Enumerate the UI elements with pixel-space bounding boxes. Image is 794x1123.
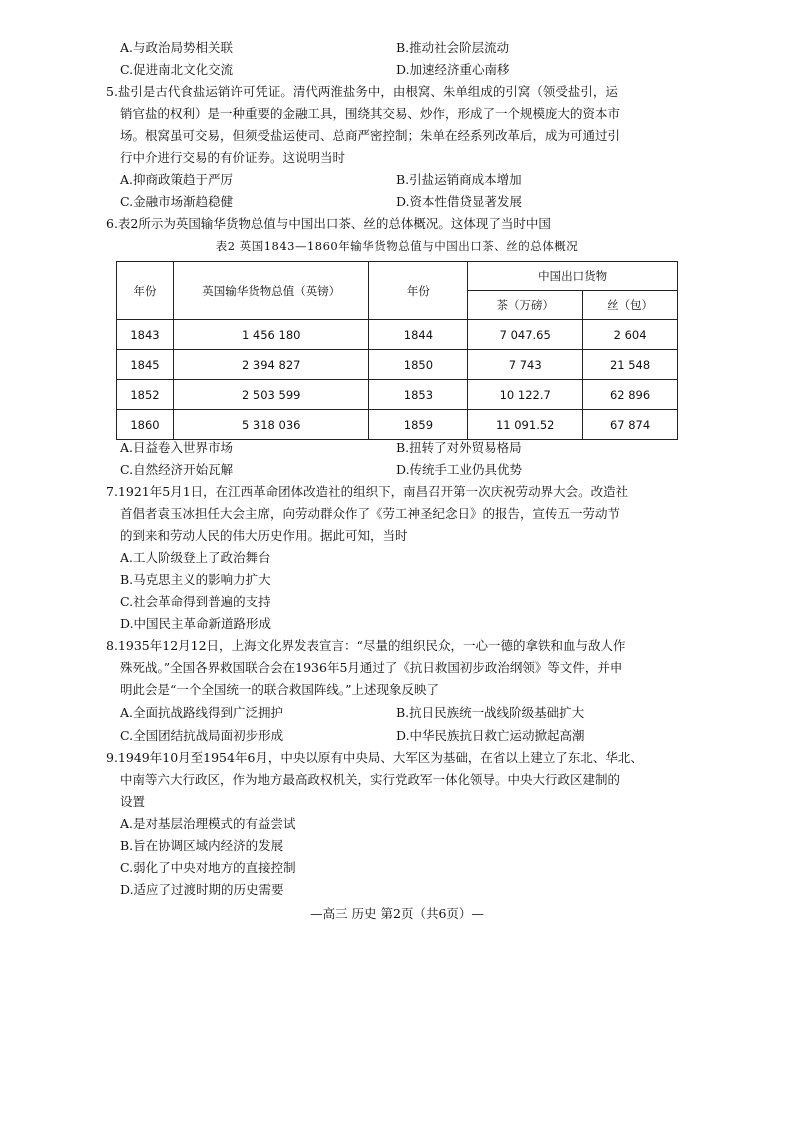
q8-stem-line-2: 殊死战。”全国各界救国联合会在1936年5月通过了《抗日救国初步政治纲领》等文件，并申 bbox=[120, 660, 623, 675]
q8-option-d[interactable]: D.中华民族抗日救亡运动掀起高潮 bbox=[396, 728, 585, 743]
q4-option-c[interactable]: C.促进南北文化交流 bbox=[120, 62, 234, 77]
q8-stem-line-3: 明此会是“一个全国统一的联合救国阵线。”上述现象反映了 bbox=[120, 682, 440, 697]
q6-option-c[interactable]: C.自然经济开始瓦解 bbox=[120, 462, 234, 477]
header-year-2: 年份 bbox=[369, 262, 468, 320]
q5-option-c[interactable]: C.金融市场渐趋稳健 bbox=[120, 194, 234, 209]
q6-option-d[interactable]: D.传统手工业仍具优势 bbox=[396, 462, 523, 477]
q7-option-b[interactable]: B.马克思主义的影响力扩大 bbox=[120, 572, 271, 587]
table-row bbox=[117, 410, 678, 440]
cell-tea: 10 122.7 bbox=[468, 380, 583, 410]
q6-option-b[interactable]: B.扭转了对外贸易格局 bbox=[396, 440, 522, 455]
q6-options-row-1 bbox=[120, 438, 760, 458]
q9-stem-line-3: 设置 bbox=[120, 794, 146, 809]
q9-stem-line-2: 中南等六大行政区，作为地方最高政权机关，实行党政军一体化领导。中央大行政区建制的 bbox=[120, 772, 621, 787]
q7-option-c[interactable]: C.社会革命得到普遍的支持 bbox=[120, 594, 271, 609]
cell-tea: 7 047.65 bbox=[468, 320, 583, 350]
q5-stem-line-4: 行中介进行交易的有价证券。这说明当时 bbox=[120, 150, 346, 165]
cell-british-value: 2 503 599 bbox=[173, 380, 369, 410]
q8-stem-line-1: 8.1935年12月12日，上海文化界发表宣言：“尽量的组织民众，一心一德的拿铁和血与敌人作 bbox=[106, 638, 626, 653]
cell-british-value: 1 456 180 bbox=[173, 320, 369, 350]
q7-stem-line-3: 的到来和劳动人民的伟大历史作用。据此可知，当时 bbox=[120, 528, 408, 543]
q9-option-b[interactable]: B.旨在协调区域内经济的发展 bbox=[120, 838, 284, 853]
q6-stem: 6.表2所示为英国输华货物总值与中国出口茶、丝的总体概况。这体现了当时中国 bbox=[106, 216, 551, 231]
q4-options-row-1 bbox=[120, 38, 760, 58]
header-china-export: 中国出口货物 bbox=[468, 262, 678, 291]
q9-option-d[interactable]: D.适应了过渡时期的历史需要 bbox=[120, 882, 284, 897]
header-year-1: 年份 bbox=[117, 262, 174, 320]
q5-stem-line-3: 场。根窝虽可交易，但须受盐运使司、总商严密控制；朱单在经系列改革后，成为可通过引 bbox=[120, 128, 621, 143]
q4-option-b[interactable]: B.推动社会阶层流动 bbox=[396, 40, 510, 55]
cell-year-1: 1860 bbox=[117, 410, 174, 440]
cell-british-value: 5 318 036 bbox=[173, 410, 369, 440]
header-silk: 丝（包） bbox=[583, 291, 678, 320]
q5-stem-line-2: 销官盐的权利）是一种重要的金融工具，围绕其交易、炒作，形成了一个规模庞大的资本市 bbox=[120, 106, 621, 121]
cell-year-2: 1850 bbox=[369, 350, 468, 380]
page-footer: —高三 历史 第2页（共6页）— bbox=[310, 906, 484, 921]
header-tea: 茶（万磅） bbox=[468, 291, 583, 320]
q5-options-row-2 bbox=[120, 192, 760, 212]
q9-stem-line-1: 9.1949年10月至1954年6月，中央以原有中央局、大军区为基础，在省以上建立了东北、华北、 bbox=[106, 750, 643, 765]
cell-year-1: 1843 bbox=[117, 320, 174, 350]
q5-stem-line-1: 5.盐引是古代食盐运销许可凭证。清代两淮盐务中，由根窝、朱单组成的引窝（领受盐引，运 bbox=[106, 84, 618, 99]
q6-option-a[interactable]: A.日益卷入世界市场 bbox=[120, 440, 234, 455]
cell-silk: 67 874 bbox=[583, 410, 678, 440]
table-caption: 表2 英国1843—1860年输华货物总值与中国出口茶、丝的总体概况 bbox=[215, 239, 579, 253]
q8-option-b[interactable]: B.抗日民族统一战线阶级基础扩大 bbox=[396, 705, 585, 720]
q7-stem-line-2: 首倡者袁玉冰担任大会主席，向劳动群众作了《劳工神圣纪念日》的报告，宣传五一劳动节 bbox=[120, 506, 621, 521]
table-row bbox=[117, 320, 678, 350]
q9-option-a[interactable]: A.是对基层治理模式的有益尝试 bbox=[120, 816, 296, 831]
trade-table bbox=[116, 261, 678, 440]
q8-option-a[interactable]: A.全面抗战路线得到广泛拥护 bbox=[120, 705, 284, 720]
cell-tea: 11 091.52 bbox=[468, 410, 583, 440]
q4-option-d[interactable]: D.加速经济重心南移 bbox=[396, 62, 510, 77]
q4-options-row-2 bbox=[120, 60, 760, 80]
q9-option-c[interactable]: C.弱化了中央对地方的直接控制 bbox=[120, 860, 296, 875]
cell-year-2: 1853 bbox=[369, 380, 468, 410]
q8-option-c[interactable]: C.全国团结抗战局面初步形成 bbox=[120, 728, 284, 743]
q7-option-a[interactable]: A.工人阶级登上了政治舞台 bbox=[120, 550, 271, 565]
q5-option-d[interactable]: D.资本性借贷显著发展 bbox=[396, 194, 523, 209]
table-row bbox=[117, 380, 678, 410]
cell-tea: 7 743 bbox=[468, 350, 583, 380]
q5-options-row-1 bbox=[120, 170, 760, 190]
table-row bbox=[117, 350, 678, 380]
cell-year-2: 1859 bbox=[369, 410, 468, 440]
q5-option-a[interactable]: A.抑商政策趋于严厉 bbox=[120, 172, 234, 187]
cell-silk: 21 548 bbox=[583, 350, 678, 380]
table-header-row-1 bbox=[117, 262, 678, 291]
q8-options-row-1 bbox=[120, 703, 760, 723]
cell-silk: 62 896 bbox=[583, 380, 678, 410]
cell-year-2: 1844 bbox=[369, 320, 468, 350]
q4-option-a[interactable]: A.与政治局势相关联 bbox=[120, 40, 234, 55]
cell-year-1: 1845 bbox=[117, 350, 174, 380]
q8-options-row-2 bbox=[120, 726, 760, 746]
cell-silk: 2 604 bbox=[583, 320, 678, 350]
q5-option-b[interactable]: B.引盐运销商成本增加 bbox=[396, 172, 522, 187]
header-british-value: 英国输华货物总值（英镑） bbox=[173, 262, 369, 320]
q6-options-row-2 bbox=[120, 460, 760, 480]
q7-option-d[interactable]: D.中国民主革命新道路形成 bbox=[120, 616, 272, 631]
cell-year-1: 1852 bbox=[117, 380, 174, 410]
cell-british-value: 2 394 827 bbox=[173, 350, 369, 380]
q7-stem-line-1: 7.1921年5月1日，在江西革命团体改造社的组织下，南昌召开第一次庆祝劳动界大会。改造社 bbox=[106, 484, 629, 499]
